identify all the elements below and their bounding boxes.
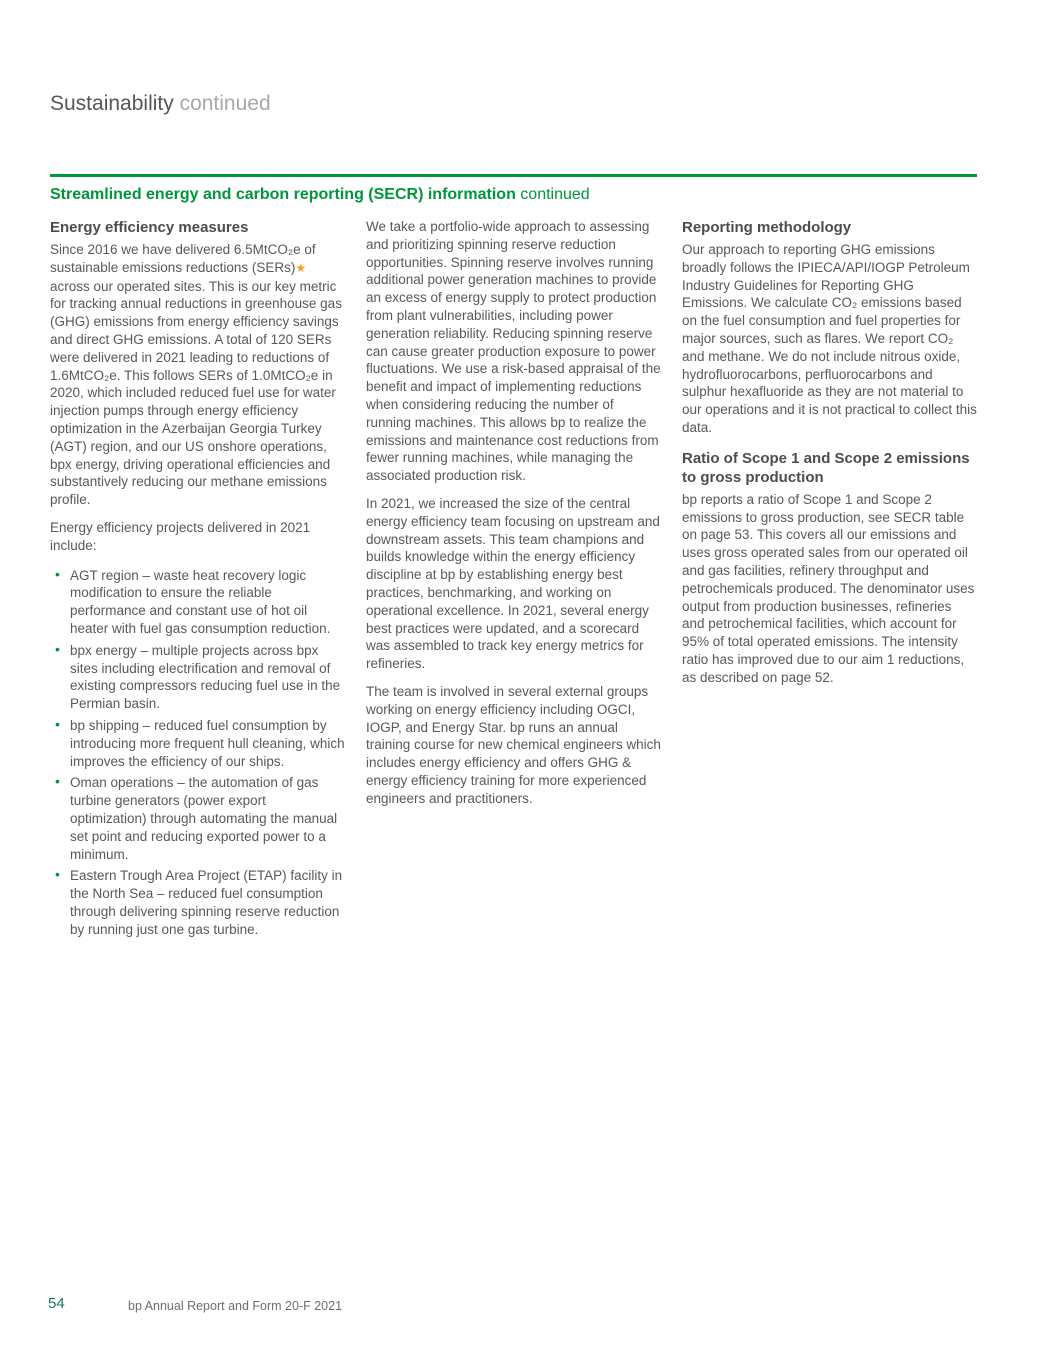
list-item-bpx-energy: • bpx energy – multiple projects across bpx sites including electrification and removal of existing compressors reducing fuel use in the Permian basin. xyxy=(50,642,345,713)
list-item-oman-operations: • Oman operations – the automation of gas turbine generators (power export optimization) through automating the manual set point and reducing exported power to a minimum. xyxy=(50,774,345,863)
scope-ratio-paragraph: bp reports a ratio of Scope 1 and Scope 2 emissions to gross production, see SECR table on page 53. This covers all our emissions and uses gross operated sales from our operated oil and gas facilities, refinery throughput and petrochemicals produced. The denominator uses output from production businesses, refineries and petrochemical facilities, which account for 95% of total operated emissions. The intensity ratio has improved due to our aim 1 reductions, as described on page 52. xyxy=(682,491,975,685)
paragraph-text-after-star: across our operated sites. This is our key metric for tracking annual reductions in greenhouse gas (GHG) emissions from energy efficiency savings and direct GHG emissions. A total of 120 SERs were delivered in 2021 leading to reductions of 1.6MtCO₂e. This follows SERs of 1.0MtCO₂e in 2020, which included reduced fuel use for water injection pumps through energy efficiency optimization in the Azerbaijan Georgia Turkey (AGT) region, and our US onshore operations, bpx energy, driving operational efficiencies and substantively reducing our methane emissions profile. xyxy=(50,278,342,508)
column-spinning-reserve xyxy=(366,218,661,942)
list-item-etap-facility: • Eastern Trough Area Project (ETAP) facility in the North Sea – reduced fuel consumption through delivering spinning reserve reduction by running just one gas turbine. xyxy=(50,867,345,938)
column-reporting-methodology xyxy=(682,218,977,942)
page-header xyxy=(50,92,271,116)
section-title-continued: continued xyxy=(515,186,590,203)
energy-efficiency-projects-list xyxy=(50,567,345,939)
page-header-continued: continued xyxy=(173,92,271,115)
paragraph-text-before-star: Since 2016 we have delivered 6.5MtCO₂e of sustainable emissions reductions (SERs) xyxy=(50,242,316,275)
spinning-reserve-paragraph-2: In 2021, we increased the size of the central energy efficiency team focusing on upstream and downstream assets. This team champions and builds knowledge within the energy efficiency discipline at bp by establishing energy best practices, benchmarking, and working on operational excellence. In 2021, several energy best practices were updated, and a scorecard was assembled to track key energy metrics for refineries. xyxy=(366,495,660,672)
section-divider-rule xyxy=(50,174,977,177)
energy-efficiency-paragraph-2: Energy efficiency projects delivered in 2021 include: xyxy=(50,519,311,553)
column-energy-efficiency-measures xyxy=(50,218,345,942)
footer-report-title: bp Annual Report and Form 20-F 2021 xyxy=(128,1299,343,1313)
energy-efficiency-paragraph-1 xyxy=(50,241,345,509)
section-title-text: Streamlined energy and carbon reporting (SECR) information xyxy=(50,186,516,203)
page-header-title: Sustainability xyxy=(50,92,174,115)
spinning-reserve-paragraph-1: We take a portfolio-wide approach to assessing and prioritizing spinning reserve reduction opportunities. Spinning reserve involves running additional power generation machines to provide an excess of energy supply to protect production from plant vulnerabilities, including power generation reliability. Reducing spinning reserve can cause greater production exposure to power fluctuations. We use a risk-based appraisal of the benefit and impact of implementing reductions when considering reducing the number of running machines. This allows bp to realize the emissions and maintenance cost reductions from fewer running machines, while managing the associated production risk. xyxy=(366,219,661,484)
section-title xyxy=(50,185,590,205)
reporting-methodology-heading: Reporting methodology xyxy=(682,219,852,236)
energy-efficiency-measures-heading: Energy efficiency measures xyxy=(50,219,249,236)
scope-ratio-heading: Ratio of Scope 1 and Scope 2 emissions to gross production xyxy=(682,449,970,486)
list-item-agt-region: • AGT region – waste heat recovery logic modification to ensure the reliable performance and constant use of hot oil heater with fuel gas consumption reduction. xyxy=(50,567,345,638)
ser-star-icon: ★ xyxy=(295,260,307,275)
spinning-reserve-paragraph-3: The team is involved in several external groups working on energy efficiency including OGCI, IOGP, and Energy Star. bp runs an annual training course for new chemical engineers which includes energy efficiency and offers GHG & energy efficiency training for more experienced engineers and practitioners. xyxy=(366,683,661,806)
reporting-methodology-paragraph: Our approach to reporting GHG emissions broadly follows the IPIECA/API/IOGP Petroleum Industry Guidelines for Reporting GHG Emissions. We calculate CO₂ emissions based on the fuel consumption and fuel properties for major sources, such as flares. We report CO₂ and methane. We do not include nitrous oxide, hydrofluorocarbons, perfluorocarbons and sulphur hexafluoride as they are not material to our operations and it is not practical to collect this data. xyxy=(682,242,977,435)
list-item-bp-shipping: • bp shipping – reduced fuel consumption by introducing more frequent hull cleaning, which improves the efficiency of our ships. xyxy=(50,717,345,770)
footer-page-number: 54 xyxy=(48,1295,65,1312)
content-columns xyxy=(50,218,977,942)
